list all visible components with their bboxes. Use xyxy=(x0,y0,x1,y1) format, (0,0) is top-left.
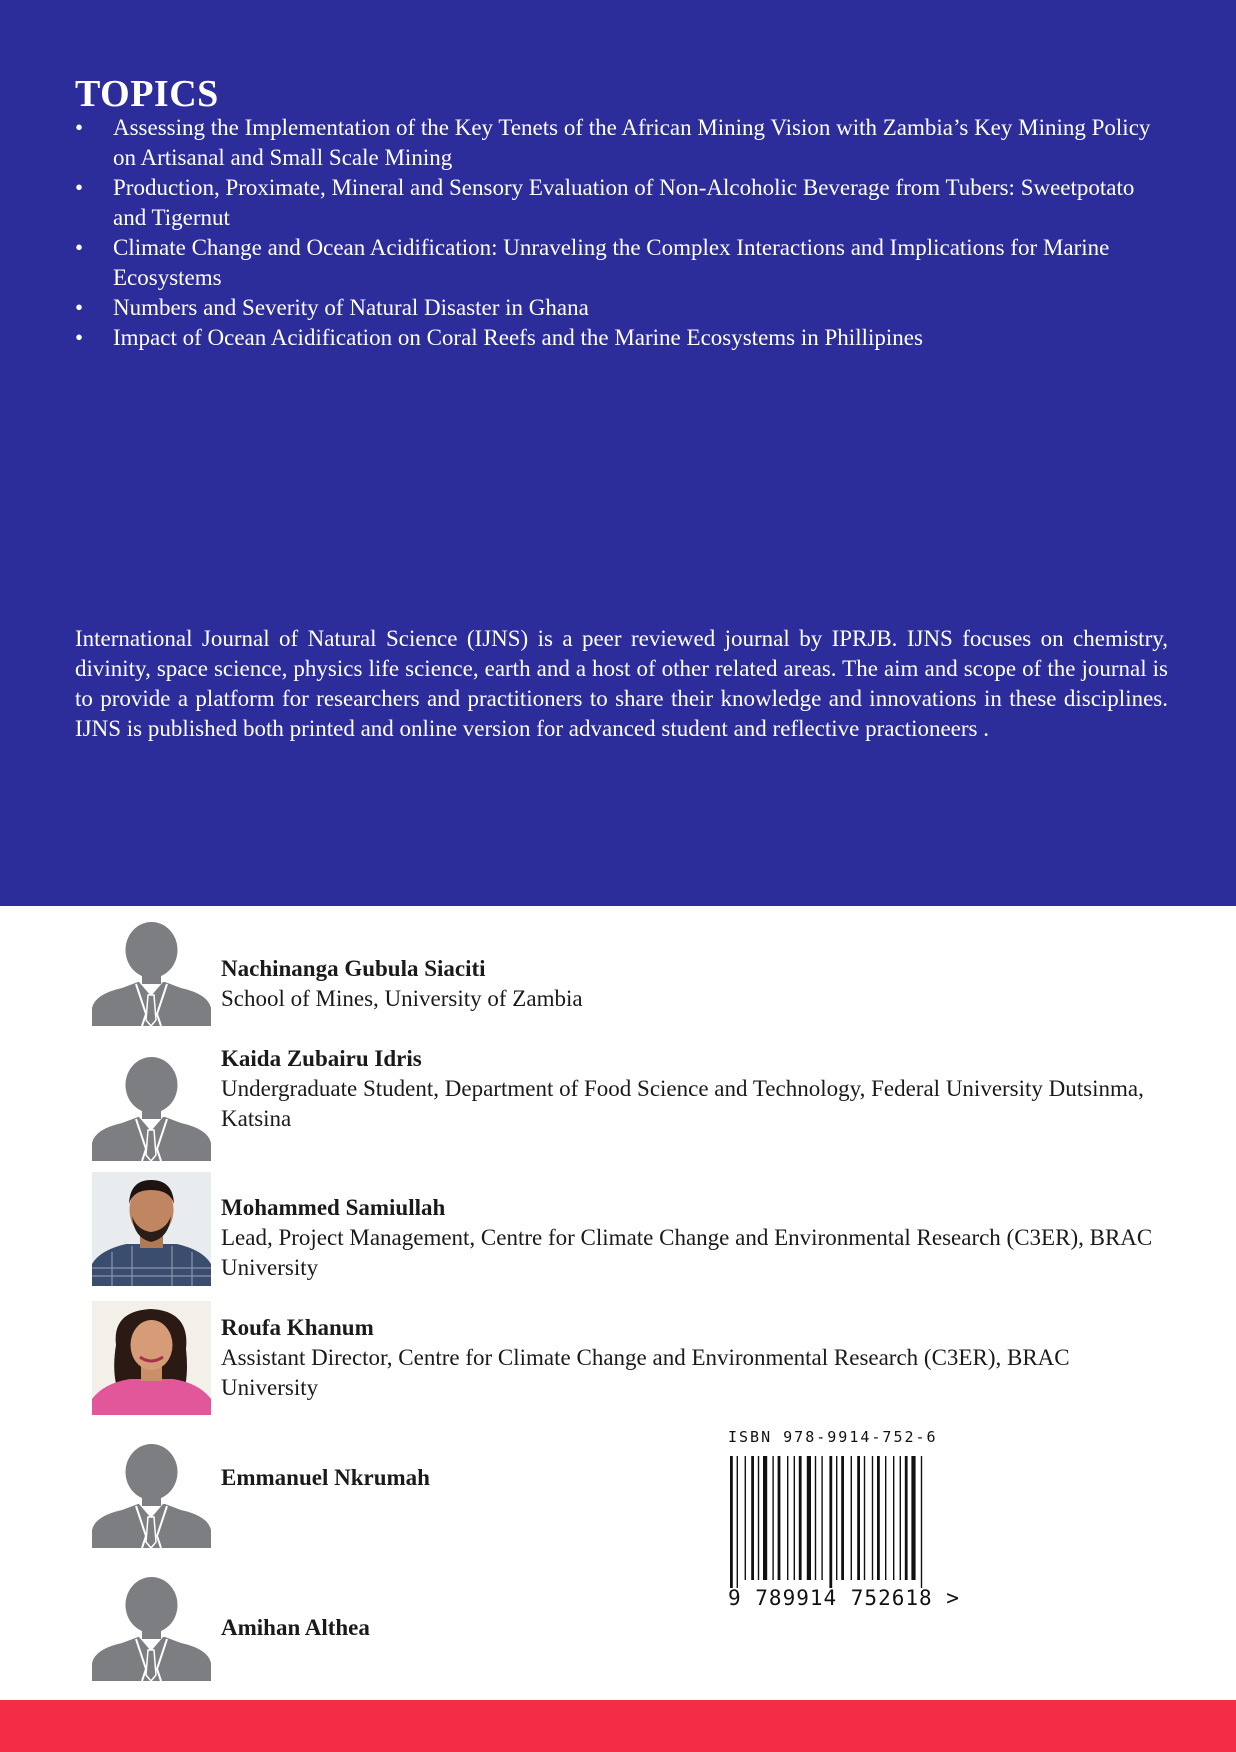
barcode-bar xyxy=(815,1456,816,1580)
topic-item xyxy=(75,233,1168,293)
silhouette-icon xyxy=(92,1444,211,1548)
topic-item xyxy=(75,173,1168,233)
contributor-affiliation: Undergraduate Student, Department of Food Science and Technology, Federal University Dutsinma, Katsina xyxy=(221,1076,1144,1131)
bullet-icon: • xyxy=(75,115,84,140)
barcode-bar xyxy=(857,1456,860,1580)
topic-text: Production, Proximate, Mineral and Sensory Evaluation of Non-Alcoholic Beverage from Tubers: Sweetpotato and Tigernut xyxy=(113,175,1135,230)
contributor-affiliation: Assistant Director, Centre for Climate Change and Environmental Research (C3ER), BRAC University xyxy=(221,1345,1070,1400)
contributor-name: Roufa Khanum xyxy=(221,1315,374,1340)
portrait-photo xyxy=(92,1301,211,1415)
barcode-bar xyxy=(900,1456,901,1580)
topics-list xyxy=(75,113,1168,353)
barcode-bar xyxy=(730,1456,733,1588)
bullet-icon: • xyxy=(75,235,84,260)
barcode-bar xyxy=(787,1456,788,1580)
isbn-barcode xyxy=(722,1428,962,1614)
barcode-bar xyxy=(758,1456,759,1580)
contributor-name: Mohammed Samiullah xyxy=(221,1195,446,1220)
contributor-name: Amihan Althea xyxy=(221,1615,370,1640)
barcode-bar xyxy=(885,1456,886,1580)
barcode-bar xyxy=(821,1456,822,1580)
barcode-bar xyxy=(794,1456,795,1580)
bottom-strip xyxy=(0,1700,1236,1752)
topic-text: Numbers and Severity of Natural Disaster in Ghana xyxy=(113,295,589,320)
topic-item xyxy=(75,323,1168,353)
barcode-bar xyxy=(905,1456,908,1580)
topic-text: Impact of Ocean Acidification on Coral Reefs and the Marine Ecosystems in Phillipines xyxy=(113,325,923,350)
barcode-bar xyxy=(877,1456,880,1580)
barcode-bar xyxy=(807,1456,811,1580)
barcode-bar xyxy=(864,1456,865,1580)
barcode-bar xyxy=(772,1456,773,1580)
bullet-icon: • xyxy=(75,325,84,350)
contributor-name: Emmanuel Nkrumah xyxy=(221,1465,430,1490)
contributor-name: Nachinanga Gubula Siaciti xyxy=(221,956,486,981)
journal-description: International Journal of Natural Science (IJNS) is a peer reviewed journal by IPRJB. IJNS focuses on chemistry, divinity, space science, physics life science, earth and a host of other related areas. The aim and scope of the journal is to provide a platform for researchers and practitioners to share their knowledge and innovations in these disciplines. IJNS is published both printed and online version for advanced student and reflective practioneers . xyxy=(75,626,1168,741)
topic-text: Climate Change and Ocean Acidification: Unraveling the Complex Interactions and Implications for Marine Ecosystems xyxy=(113,235,1110,290)
barcode-bar xyxy=(911,1456,915,1580)
barcode-bar xyxy=(872,1456,873,1580)
barcode-bar xyxy=(799,1456,802,1580)
contributor-affiliation: School of Mines, University of Zambia xyxy=(221,986,583,1011)
bullet-icon: • xyxy=(75,295,84,320)
barcode-digits: 9 789914 752618 > xyxy=(728,1586,960,1610)
barcode-bar xyxy=(763,1456,767,1580)
isbn-label: ISBN 978-9914-752-6 xyxy=(728,1428,938,1446)
topic-item xyxy=(75,293,1168,323)
contributor-name: Kaida Zubairu Idris xyxy=(221,1046,422,1071)
silhouette-icon xyxy=(92,1057,211,1161)
barcode-bar xyxy=(841,1456,844,1580)
bullet-icon: • xyxy=(75,175,84,200)
topic-item xyxy=(75,113,1168,173)
portrait-photo xyxy=(92,1172,211,1286)
barcode-bar xyxy=(751,1456,754,1580)
barcode-bar xyxy=(829,1456,832,1588)
barcode-bar xyxy=(893,1456,894,1580)
barcode-bar xyxy=(836,1456,837,1580)
contributor-affiliation: Lead, Project Management, Centre for Climate Change and Environmental Research (C3ER), BRAC University xyxy=(221,1225,1153,1280)
barcode-bar xyxy=(745,1456,746,1580)
barcode-bar xyxy=(737,1456,738,1588)
silhouette-icon xyxy=(92,1577,211,1681)
topic-text: Assessing the Implementation of the Key Tenets of the African Mining Vision with Zambia’s Key Mining Policy on Artisanal and Small Scale Mining xyxy=(113,115,1151,170)
topics-heading: TOPICS xyxy=(75,73,219,115)
barcode-bar xyxy=(778,1456,781,1580)
silhouette-icon xyxy=(92,922,211,1026)
barcode-bar xyxy=(921,1456,922,1588)
barcode-bars xyxy=(728,1456,938,1588)
barcode-bar xyxy=(851,1456,852,1580)
